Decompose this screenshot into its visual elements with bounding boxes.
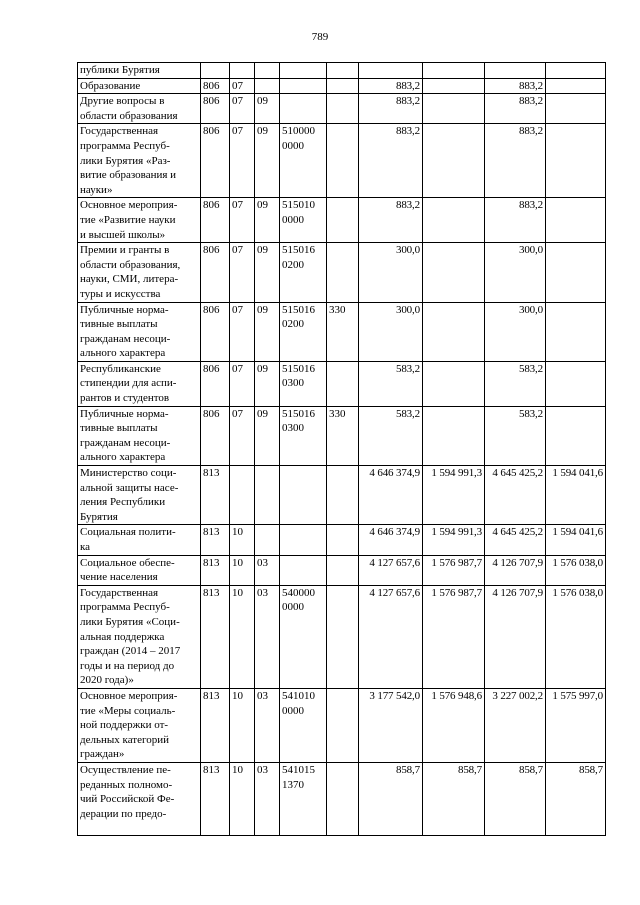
row-name: Социальная полити- ка <box>78 525 201 555</box>
row-sum-3: 4 126 707,9 <box>485 585 546 688</box>
row-name: Премии и гранты в области образования, науки, СМИ, литера- туры и искусства <box>78 243 201 302</box>
row-sum-2: 1 594 991,3 <box>423 466 485 525</box>
table-row <box>78 406 606 465</box>
row-csr <box>280 94 327 124</box>
row-sum-3: 4 645 425,2 <box>485 525 546 555</box>
row-rz <box>230 466 255 525</box>
row-sum-2 <box>423 243 485 302</box>
row-name: Основное мероприя- тие «Меры социаль- ной поддержки от- дельных категорий граждан» <box>78 688 201 762</box>
row-rz: 07 <box>230 406 255 465</box>
row-gr: 806 <box>201 302 230 361</box>
row-vr <box>327 555 359 585</box>
row-pr: 09 <box>255 302 280 361</box>
row-vr <box>327 94 359 124</box>
table-row <box>78 302 606 361</box>
row-sum-2 <box>423 63 485 79</box>
row-sum-1: 300,0 <box>359 302 423 361</box>
row-csr: 541015 1370 <box>280 762 327 835</box>
row-pr: 09 <box>255 124 280 198</box>
row-rz: 07 <box>230 243 255 302</box>
row-csr: 515016 0200 <box>280 302 327 361</box>
row-vr <box>327 243 359 302</box>
row-gr: 813 <box>201 525 230 555</box>
row-csr <box>280 63 327 79</box>
row-sum-2: 1 576 987,7 <box>423 585 485 688</box>
row-gr: 813 <box>201 555 230 585</box>
budget-table <box>77 62 606 836</box>
row-gr: 806 <box>201 124 230 198</box>
row-gr: 806 <box>201 406 230 465</box>
row-name: Образование <box>78 78 201 94</box>
row-name: Министерство соци- альной защиты насе- ления Республики Бурятия <box>78 466 201 525</box>
row-csr <box>280 78 327 94</box>
row-pr: 09 <box>255 406 280 465</box>
row-sum-1: 883,2 <box>359 198 423 243</box>
row-name: Республиканские стипендии для аспи- рантов и студентов <box>78 361 201 406</box>
row-name: Государственная программа Респуб- лики Бурятия «Соци- альная поддержка граждан (2014 – 2017 годы и на период до 2020 года)» <box>78 585 201 688</box>
row-vr: 330 <box>327 406 359 465</box>
table-row <box>78 94 606 124</box>
row-sum-2 <box>423 302 485 361</box>
row-sum-3: 858,7 <box>485 762 546 835</box>
row-gr: 806 <box>201 78 230 94</box>
row-csr: 515016 0200 <box>280 243 327 302</box>
row-pr <box>255 78 280 94</box>
row-sum-3: 883,2 <box>485 124 546 198</box>
row-sum-4 <box>546 78 606 94</box>
row-name: Осуществление пе- реданных полномо- чий Российской Фе- дерации по предо- <box>78 762 201 835</box>
row-sum-4 <box>546 124 606 198</box>
row-sum-1: 883,2 <box>359 78 423 94</box>
row-csr: 515016 0300 <box>280 361 327 406</box>
page-number: 789 <box>311 31 329 43</box>
table-row <box>78 198 606 243</box>
row-rz: 10 <box>230 525 255 555</box>
row-pr <box>255 525 280 555</box>
row-sum-4: 1 594 041,6 <box>546 466 606 525</box>
row-sum-2 <box>423 198 485 243</box>
row-vr <box>327 124 359 198</box>
row-sum-3: 883,2 <box>485 94 546 124</box>
row-gr: 806 <box>201 361 230 406</box>
table-row <box>78 361 606 406</box>
row-sum-3: 300,0 <box>485 302 546 361</box>
row-sum-1: 3 177 542,0 <box>359 688 423 762</box>
row-sum-4: 1 575 997,0 <box>546 688 606 762</box>
table-row <box>78 555 606 585</box>
row-pr <box>255 466 280 525</box>
row-rz: 10 <box>230 762 255 835</box>
row-rz: 07 <box>230 198 255 243</box>
row-sum-2 <box>423 94 485 124</box>
row-pr: 09 <box>255 198 280 243</box>
row-rz: 10 <box>230 585 255 688</box>
row-sum-4: 858,7 <box>546 762 606 835</box>
row-gr: 806 <box>201 243 230 302</box>
table-row <box>78 124 606 198</box>
row-gr: 813 <box>201 688 230 762</box>
row-rz <box>230 63 255 79</box>
row-sum-4 <box>546 94 606 124</box>
row-sum-2 <box>423 78 485 94</box>
row-vr <box>327 525 359 555</box>
row-csr: 515016 0300 <box>280 406 327 465</box>
row-pr: 03 <box>255 585 280 688</box>
row-rz: 07 <box>230 94 255 124</box>
row-sum-3: 583,2 <box>485 406 546 465</box>
row-sum-2 <box>423 124 485 198</box>
row-pr <box>255 63 280 79</box>
row-sum-2: 1 576 987,7 <box>423 555 485 585</box>
row-vr <box>327 762 359 835</box>
table-row <box>78 762 606 835</box>
row-gr: 813 <box>201 762 230 835</box>
row-sum-4 <box>546 406 606 465</box>
row-csr: 515010 0000 <box>280 198 327 243</box>
row-sum-1: 300,0 <box>359 243 423 302</box>
row-sum-1: 4 646 374,9 <box>359 466 423 525</box>
row-pr: 03 <box>255 762 280 835</box>
row-pr: 09 <box>255 243 280 302</box>
row-vr <box>327 688 359 762</box>
table-row <box>78 688 606 762</box>
row-gr: 806 <box>201 198 230 243</box>
row-csr <box>280 555 327 585</box>
row-sum-1: 883,2 <box>359 124 423 198</box>
row-name: Другие вопросы в области образования <box>78 94 201 124</box>
row-vr <box>327 78 359 94</box>
table-row <box>78 466 606 525</box>
table-row <box>78 585 606 688</box>
row-sum-4 <box>546 198 606 243</box>
row-sum-2: 1 576 948,6 <box>423 688 485 762</box>
row-vr <box>327 466 359 525</box>
row-name: Основное мероприя- тие «Развитие науки и высшей школы» <box>78 198 201 243</box>
row-sum-2: 1 594 991,3 <box>423 525 485 555</box>
row-gr: 813 <box>201 585 230 688</box>
row-gr: 806 <box>201 94 230 124</box>
row-sum-1 <box>359 63 423 79</box>
table-row <box>78 63 606 79</box>
row-gr: 813 <box>201 466 230 525</box>
row-sum-4 <box>546 243 606 302</box>
row-sum-4 <box>546 302 606 361</box>
row-pr: 03 <box>255 555 280 585</box>
row-sum-3: 883,2 <box>485 198 546 243</box>
row-csr: 541010 0000 <box>280 688 327 762</box>
row-vr <box>327 63 359 79</box>
row-sum-3: 300,0 <box>485 243 546 302</box>
row-pr: 09 <box>255 361 280 406</box>
row-sum-3: 883,2 <box>485 78 546 94</box>
row-sum-3 <box>485 63 546 79</box>
row-csr: 510000 0000 <box>280 124 327 198</box>
row-csr: 540000 0000 <box>280 585 327 688</box>
row-sum-4: 1 576 038,0 <box>546 585 606 688</box>
row-sum-2 <box>423 406 485 465</box>
row-rz: 07 <box>230 302 255 361</box>
row-sum-3: 583,2 <box>485 361 546 406</box>
row-name: Государственная программа Респуб- лики Бурятия «Раз- витие образования и науки» <box>78 124 201 198</box>
row-sum-4: 1 576 038,0 <box>546 555 606 585</box>
row-sum-2 <box>423 361 485 406</box>
row-sum-3: 4 645 425,2 <box>485 466 546 525</box>
row-vr <box>327 198 359 243</box>
row-sum-4: 1 594 041,6 <box>546 525 606 555</box>
row-name: Социальное обеспе- чение населения <box>78 555 201 585</box>
table-row <box>78 525 606 555</box>
row-rz: 07 <box>230 361 255 406</box>
row-vr <box>327 361 359 406</box>
row-sum-4 <box>546 361 606 406</box>
row-name: публики Бурятия <box>78 63 201 79</box>
row-sum-1: 4 127 657,6 <box>359 555 423 585</box>
row-sum-3: 4 126 707,9 <box>485 555 546 585</box>
row-csr <box>280 525 327 555</box>
row-rz: 10 <box>230 555 255 585</box>
row-name: Публичные норма- тивные выплаты гражданам несоци- ального характера <box>78 406 201 465</box>
row-pr: 09 <box>255 94 280 124</box>
row-pr: 03 <box>255 688 280 762</box>
row-gr <box>201 63 230 79</box>
row-rz: 10 <box>230 688 255 762</box>
row-sum-1: 583,2 <box>359 406 423 465</box>
row-name: Публичные норма- тивные выплаты гражданам несоци- ального характера <box>78 302 201 361</box>
row-sum-3: 3 227 002,2 <box>485 688 546 762</box>
row-rz: 07 <box>230 124 255 198</box>
row-csr <box>280 466 327 525</box>
row-rz: 07 <box>230 78 255 94</box>
row-vr: 330 <box>327 302 359 361</box>
row-sum-1: 4 127 657,6 <box>359 585 423 688</box>
table-row <box>78 243 606 302</box>
row-sum-1: 858,7 <box>359 762 423 835</box>
row-sum-1: 4 646 374,9 <box>359 525 423 555</box>
row-sum-2: 858,7 <box>423 762 485 835</box>
row-sum-1: 583,2 <box>359 361 423 406</box>
row-sum-4 <box>546 63 606 79</box>
row-vr <box>327 585 359 688</box>
row-sum-1: 883,2 <box>359 94 423 124</box>
table-row <box>78 78 606 94</box>
